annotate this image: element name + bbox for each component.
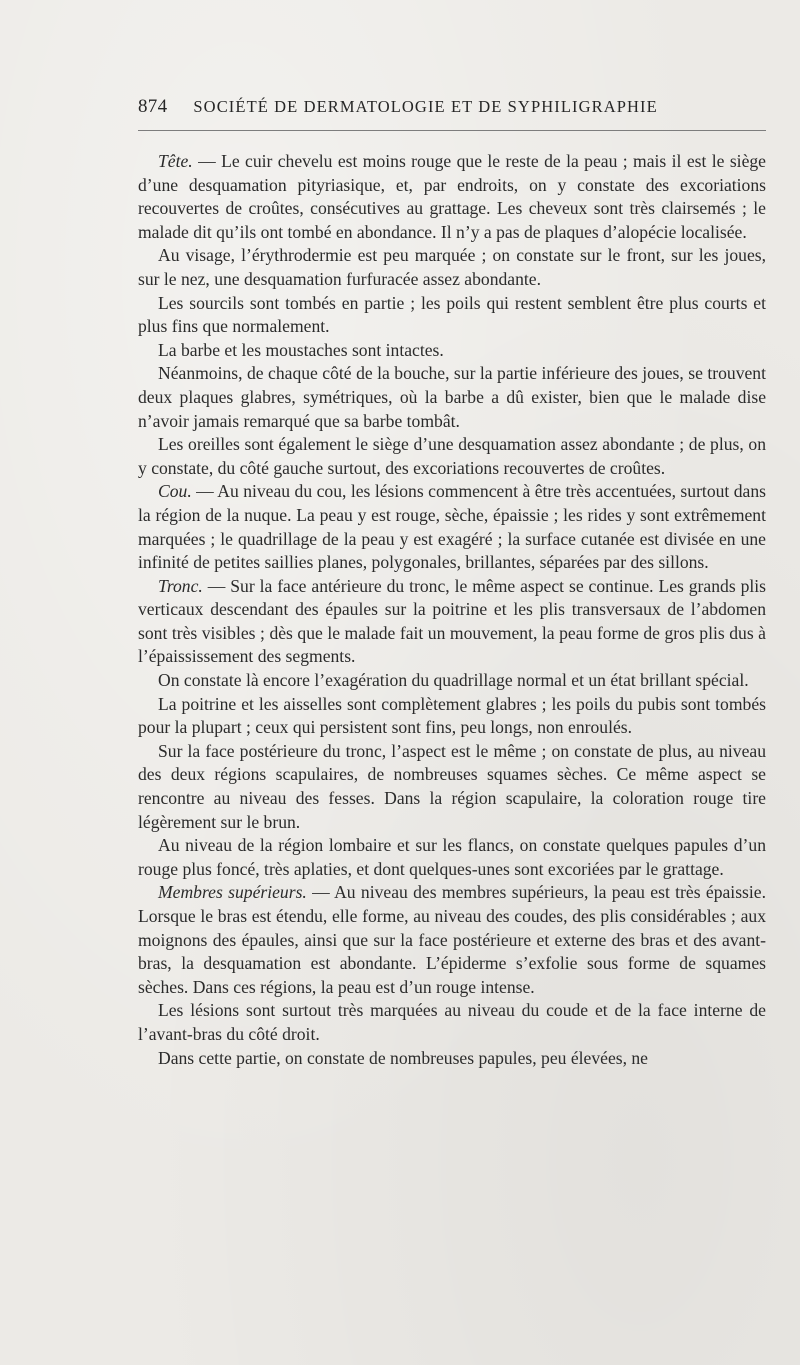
paragraph xyxy=(138,292,766,339)
paragraph-tete xyxy=(138,150,766,244)
running-title: SOCIÉTÉ DE DERMATOLOGIE ET DE SYPHILIGRAPHIE xyxy=(193,97,658,116)
paragraph-text: Néanmoins, de chaque côté de la bouche, sur la partie inférieure des joues, se trouvent deux plaques glabres, symétriques, où la barbe a dû exister, bien que le malade dise n’avoir jamais remarqué que sa barbe tombât. xyxy=(138,363,766,431)
header-rule xyxy=(138,130,766,131)
paragraph-text: Les lésions sont surtout très marquées au niveau du coude et de la face interne de l’avant-bras du côté droit. xyxy=(138,1000,766,1044)
paragraph xyxy=(138,740,766,834)
paragraph-cou xyxy=(138,480,766,574)
paragraph xyxy=(138,362,766,433)
paragraph xyxy=(138,693,766,740)
paragraph-membres-superieurs xyxy=(138,881,766,999)
paragraph xyxy=(138,834,766,881)
paragraph-text: — Au niveau du cou, les lésions commencent à être très accentuées, surtout dans la région de la nuque. La peau y est rouge, sèche, épaissie ; les rides y sont extrêmement marquées ; le quadrillage de la peau y est exagéré ; la surface cutanée est divisée en une infinité de petites saillies planes, polygonales, brillantes, séparées par des sillons. xyxy=(138,481,766,573)
section-label: Tronc. xyxy=(158,575,203,596)
paragraph xyxy=(138,244,766,291)
section-label: Membres supérieurs. xyxy=(158,882,307,903)
paragraph-tronc xyxy=(138,575,766,669)
section-label: Tête. xyxy=(158,151,193,171)
paragraph-text: On constate là encore l’exagération du quadrillage normal et un état brillant spécial. xyxy=(158,670,749,691)
body-text xyxy=(138,150,766,1070)
paragraph-text: La poitrine et les aisselles sont complètement glabres ; les poils du pubis sont tombés pour la plupart ; ceux qui persistent sont fins, peu longs, non enroulés. xyxy=(138,693,766,738)
paragraph xyxy=(138,669,766,693)
running-header xyxy=(138,96,766,120)
paragraph xyxy=(138,999,766,1046)
paragraph-text: — Au niveau des membres supérieurs, la peau est très épaissie. Lorsque le bras est étendu, elle forme, au niveau des coudes, des plis considérables ; aux moignons des épaules, ainsi que sur la face postérieure et externe des bras et des avant-bras, la desquamation est abondante. L’épiderme s’exfolie sous forme de squames sèches. Dans ces régions, la peau est d’un rouge intense. xyxy=(138,882,766,997)
section-label: Cou. xyxy=(158,481,192,502)
paragraph-text: — Sur la face antérieure du tronc, le même aspect se continue. Les grands plis verticaux descendant des épaules sur la poitrine et les plis transversaux de l’abdomen sont très visibles ; dès que le malade fait un mouvement, la peau forme de gros plis dus à l’épaississement des segments. xyxy=(138,575,766,667)
paragraph xyxy=(138,1047,766,1071)
paragraph xyxy=(138,433,766,480)
paragraph-text: Au niveau de la région lombaire et sur les flancs, on constate quelques papules d’un rouge plus foncé, très aplaties, et dont quelques-unes sont excoriées par le grattage. xyxy=(138,835,766,879)
paragraph-text: Les oreilles sont également le siège d’une desquamation assez abondante ; de plus, on y constate, du côté gauche surtout, des excoriations recouvertes de croûtes. xyxy=(138,434,766,478)
paragraph-text: — Le cuir chevelu est moins rouge que le reste de la peau ; mais il est le siège d’une desquamation pityriasique, et, par endroits, on y constate des excoriations recouvertes de croûtes, consécutives au grattage. Les cheveux sont très clairsemés ; le malade dit qu’ils ont tombé en abondance. Il n’y a pas de plaques d’alopécie localisée. xyxy=(138,151,766,242)
page-number: 874 xyxy=(138,96,168,117)
paragraph xyxy=(138,339,766,363)
paragraph-text: Dans cette partie, on constate de nombreuses papules, peu élevées, ne xyxy=(158,1047,648,1068)
paragraph-text: Sur la face postérieure du tronc, l’aspect est le même ; on constate de plus, au niveau des deux régions scapulaires, de nombreuses squames sèches. Ce même aspect se rencontre au niveau des fesses. Dans la région scapulaire, la coloration rouge tire légèrement sur le brun. xyxy=(138,740,766,832)
paragraph-text: Les sourcils sont tombés en partie ; les poils qui restent semblent être plus courts et plus fins que normalement. xyxy=(138,292,766,337)
paragraph-text: Au visage, l’érythrodermie est peu marquée ; on constate sur le front, sur les joues, sur le nez, une desquamation furfuracée assez abondante. xyxy=(138,245,766,289)
paragraph-text: La barbe et les moustaches sont intactes. xyxy=(158,339,444,360)
